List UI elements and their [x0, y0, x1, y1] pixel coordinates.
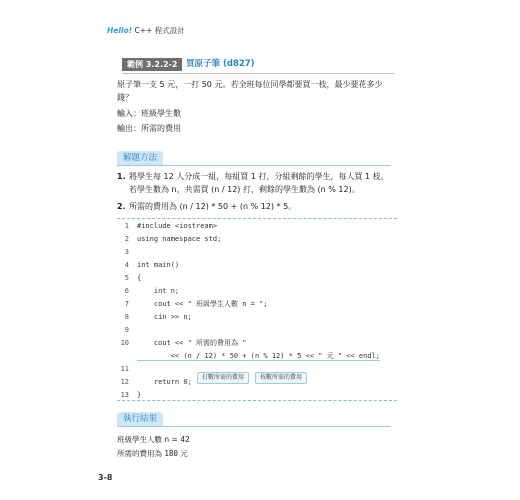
- problem-line-2: 錢？: [117, 93, 133, 102]
- code-bottom-border: [117, 400, 397, 401]
- code-line: 5 {: [124, 274, 142, 282]
- code-line: 10 cout << " 所需的費用為 ": [120, 339, 247, 347]
- code-line: 6 int n;: [124, 287, 180, 295]
- result-value: 180: [164, 449, 178, 458]
- code-line: 9: [124, 326, 129, 334]
- code-line: << (n / 12) * 50 + (n % 12) * 5 << " 元 " << endl;: [137, 352, 381, 360]
- code-line: 2 using namespace std;: [124, 235, 222, 243]
- step-number: 2.: [117, 202, 126, 211]
- example-divider: [122, 73, 394, 74]
- code-line: 12 return 0;: [120, 378, 192, 386]
- code-line: 11: [120, 365, 129, 373]
- result-heading: 執行結果: [117, 412, 163, 426]
- code-line: 13 }: [120, 391, 142, 399]
- header-book-title: C++ 程式設計: [134, 26, 185, 35]
- header-hello: Hello!: [107, 26, 133, 35]
- step-text: 將學生每 12 人分成一組，每組買 1 打，分組剩餘的學生，每人買 1 枝。: [129, 172, 389, 181]
- result-line-1: 班級學生人數 n = 42: [117, 435, 190, 444]
- problem-output: 輸出：所需的費用: [117, 124, 181, 133]
- problem-line-1: 原子筆一支 5 元，一打 50 元。若全班每位同學都要買一枝，最少要花多少: [117, 80, 383, 89]
- result-line-2: 所需的費用為 180 元: [117, 449, 188, 458]
- page-number: 3-8: [98, 473, 113, 482]
- code-line: 7 cout << " 班級學生人數 n = ";: [124, 300, 268, 308]
- step-2: [117, 200, 296, 213]
- step-text: 所需的費用為 (n / 12) * 50 + (n % 12) * 5。: [129, 202, 297, 211]
- solution-heading: 解題方法: [117, 151, 163, 165]
- step-1-continued: 若學生數為 n，共需買 (n / 12) 打，剩餘的學生數為 (n % 12)。: [129, 185, 360, 194]
- result-divider: [117, 426, 391, 427]
- example-title: 買原子筆 (d827): [186, 59, 255, 69]
- code-top-border: [117, 218, 397, 219]
- code-line: 8 cin >> n;: [124, 313, 192, 321]
- step-number: 1.: [117, 172, 126, 181]
- solution-divider: [117, 165, 391, 166]
- example-badge: 範例 3.2.2-2: [122, 58, 182, 71]
- problem-input: 輸入：班級學生數: [117, 109, 181, 118]
- code-line: 1 #include <iostream>: [124, 222, 218, 230]
- annotation-single-cost: 枝數所需的費用: [255, 372, 307, 384]
- step-1: [117, 170, 389, 183]
- code-line: 4 int main(): [124, 261, 180, 269]
- running-header: [107, 25, 185, 36]
- code-line: 3: [124, 248, 129, 256]
- annotation-dozen-cost: 打數所需的費用: [197, 372, 249, 384]
